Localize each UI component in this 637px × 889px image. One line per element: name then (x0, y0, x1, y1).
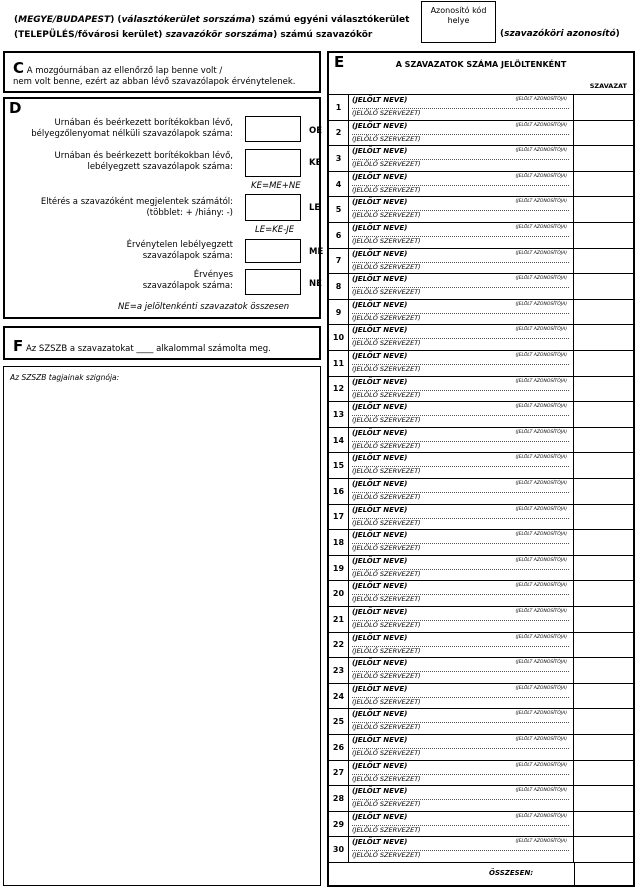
candidate-row (329, 325, 633, 351)
candidate-cell (349, 709, 574, 734)
section-c-line1: A mozgóurnában az ellenőrző lap benne volt / (26, 66, 223, 76)
candidate-id: (JELÖLT AZONOSÍTÓJA) (515, 173, 567, 179)
candidate-row (329, 223, 633, 249)
candidate-org: (JELÖLŐ SZERVEZET) (352, 723, 421, 732)
candidate-id: (JELÖLT AZONOSÍTÓJA) (515, 711, 567, 717)
candidate-name: (JELÖLT NEVE) (352, 403, 408, 412)
candidate-name: (JELÖLT NEVE) (352, 454, 408, 463)
candidate-name: (JELÖLT NEVE) (352, 556, 408, 565)
candidate-org: (JELÖLŐ SZERVEZET) (352, 851, 421, 860)
candidate-id: (JELÖLT AZONOSÍTÓJA) (515, 557, 567, 563)
candidate-row (329, 684, 633, 710)
vote-count-cell[interactable] (574, 684, 633, 709)
candidate-row (329, 812, 633, 838)
candidate-row (329, 95, 633, 121)
candidate-name: (JELÖLT NEVE) (352, 275, 408, 284)
d-me-label: Érvénytelen lebélyegzett szavazólapok száma: (126, 240, 233, 261)
candidate-row (329, 581, 633, 607)
row-number: 8 (329, 274, 349, 299)
candidate-cell (349, 146, 574, 171)
candidate-org: (JELÖLŐ SZERVEZET) (352, 825, 421, 834)
candidate-name: (JELÖLT NEVE) (352, 582, 408, 591)
candidate-org: (JELÖLŐ SZERVEZET) (352, 697, 421, 706)
candidate-cell (349, 658, 574, 683)
d-me-code: ME (309, 247, 324, 257)
candidate-org: (JELÖLŐ SZERVEZET) (352, 672, 421, 681)
vote-count-cell[interactable] (574, 223, 633, 248)
candidate-row (329, 274, 633, 300)
candidate-row (329, 249, 633, 275)
candidate-row (329, 530, 633, 556)
d-ke-formula: KE=ME+NE (251, 181, 301, 191)
header-station-id-text: szavazóköri azonosító (504, 29, 616, 39)
candidate-org: (JELÖLŐ SZERVEZET) (352, 237, 421, 245)
id-code-box (421, 1, 496, 43)
candidate-cell (349, 479, 574, 504)
candidate-org: (JELÖLŐ SZERVEZET) (352, 518, 421, 527)
header-line-1: (MEGYE/BUDAPEST) (választókerület sorszáma) számú egyéni választókerület (14, 15, 410, 25)
d-le-input[interactable] (245, 194, 301, 221)
candidate-row (329, 709, 633, 735)
candidate-org: (JELÖLŐ SZERVEZET) (352, 646, 421, 655)
candidate-name: (JELÖLT NEVE) (352, 787, 408, 796)
candidate-id: (JELÖLT AZONOSÍTÓJA) (515, 327, 567, 333)
candidate-name: (JELÖLT NEVE) (352, 684, 408, 693)
vote-count-cell[interactable] (574, 530, 633, 555)
candidate-row (329, 402, 633, 428)
d-ne-label: Érvényes szavazólapok száma: (142, 270, 233, 291)
vote-count-cell[interactable] (574, 735, 633, 760)
row-number: 3 (329, 146, 349, 171)
candidate-org: (JELÖLŐ SZERVEZET) (352, 365, 421, 373)
d-ne-formula: NE=a jelöltenkénti szavazatok összesen (118, 302, 290, 312)
candidate-name: (JELÖLT NEVE) (352, 326, 408, 335)
vote-count-cell[interactable] (574, 249, 633, 274)
candidate-org: (JELÖLŐ SZERVEZET) (352, 800, 421, 809)
candidate-org: (JELÖLŐ SZERVEZET) (352, 313, 421, 322)
candidate-cell (349, 95, 574, 120)
d-oe-code: OE (309, 126, 323, 136)
candidate-id: (JELÖLT AZONOSÍTÓJA) (515, 404, 567, 410)
vote-count-cell[interactable] (574, 95, 633, 120)
header-station-suffix: számú szavazókör (280, 30, 373, 40)
candidate-name: (JELÖLT NEVE) (352, 736, 408, 744)
candidate-cell (349, 402, 574, 427)
row-number: 11 (329, 351, 349, 376)
row-number: 18 (329, 530, 349, 555)
candidate-id: (JELÖLT AZONOSÍTÓJA) (515, 97, 567, 102)
candidate-cell (349, 607, 574, 632)
candidate-cell (349, 249, 574, 274)
candidate-id: (JELÖLT AZONOSÍTÓJA) (515, 609, 567, 614)
candidate-id: (JELÖLT AZONOSÍTÓJA) (515, 455, 567, 461)
candidate-id: (JELÖLT AZONOSÍTÓJA) (515, 737, 567, 742)
total-row (329, 863, 633, 886)
candidate-id: (JELÖLT AZONOSÍTÓJA) (515, 583, 567, 589)
header-district: választókerület sorszáma (121, 15, 252, 25)
candidate-name: (JELÖLT NEVE) (352, 505, 408, 514)
vote-count-cell[interactable] (574, 709, 633, 734)
vote-count-cell[interactable] (574, 761, 633, 786)
vote-count-cell[interactable] (574, 453, 633, 478)
row-number: 25 (329, 709, 349, 734)
candidate-cell (349, 505, 574, 530)
candidate-cell (349, 325, 574, 350)
row-number: 9 (329, 300, 349, 325)
d-le-formula: LE=KE-JE (255, 225, 295, 235)
candidate-name: (JELÖLT NEVE) (352, 377, 408, 386)
candidate-name: (JELÖLT NEVE) (352, 224, 408, 232)
candidate-cell (349, 172, 574, 197)
d-ne-code: NE (309, 279, 322, 289)
row-number: 12 (329, 377, 349, 402)
d-me-input[interactable] (245, 239, 301, 263)
candidate-cell (349, 377, 574, 402)
candidate-row (329, 453, 633, 479)
row-number: 22 (329, 633, 349, 658)
header-line-2: (TELEPÜLÉS/fővárosi kerület) szavazókör sorszáma) számú szavazókör (14, 30, 373, 40)
header-district-suffix: számú egyéni választókerület (258, 15, 410, 25)
vote-count-cell[interactable] (574, 121, 633, 146)
header-station-id: (szavazóköri azonosító) (500, 29, 620, 39)
candidate-row (329, 837, 633, 863)
candidate-id: (JELÖLT AZONOSÍTÓJA) (515, 660, 567, 666)
candidate-org: (JELÖLŐ SZERVEZET) (352, 390, 421, 399)
candidate-org: (JELÖLŐ SZERVEZET) (352, 621, 421, 629)
candidate-org: (JELÖLŐ SZERVEZET) (352, 569, 421, 578)
section-d (3, 97, 324, 319)
row-number: 26 (329, 735, 349, 760)
candidate-id: (JELÖLT AZONOSÍTÓJA) (515, 506, 567, 512)
candidate-name: (JELÖLT NEVE) (352, 121, 408, 130)
candidate-row (329, 479, 633, 505)
candidate-cell (349, 556, 574, 581)
row-number: 7 (329, 249, 349, 274)
candidate-org: (JELÖLŐ SZERVEZET) (352, 339, 421, 348)
candidate-id: (JELÖLT AZONOSÍTÓJA) (515, 250, 567, 256)
section-f-letter: F (13, 337, 24, 355)
candidate-id: (JELÖLT AZONOSÍTÓJA) (515, 301, 567, 307)
d-le-label: Eltérés a szavazóként megjelentek számától: (többlet: + /hiány: -) (40, 197, 233, 218)
candidate-id: (JELÖLT AZONOSÍTÓJA) (515, 353, 567, 358)
candidate-cell (349, 581, 574, 606)
candidate-org: (JELÖLŐ SZERVEZET) (352, 109, 421, 117)
d-oe-label: Urnában és beérkezett borítékokban lévő, bélyegzőlenyomat nélküli szavazólapok száma: (31, 118, 233, 139)
candidate-org: (JELÖLŐ SZERVEZET) (352, 185, 421, 194)
row-number: 17 (329, 505, 349, 530)
candidate-row (329, 377, 633, 403)
section-c-text (13, 59, 318, 88)
candidate-row (329, 786, 633, 812)
candidate-name: (JELÖLT NEVE) (352, 659, 408, 668)
section-c (3, 51, 321, 93)
row-number: 28 (329, 786, 349, 811)
candidate-org: (JELÖLŐ SZERVEZET) (352, 211, 421, 220)
candidate-cell (349, 274, 574, 299)
d-ke-code: KE (309, 158, 322, 168)
row-number: 20 (329, 581, 349, 606)
candidate-org: (JELÖLŐ SZERVEZET) (352, 441, 421, 450)
candidate-cell (349, 197, 574, 222)
candidate-id: (JELÖLT AZONOSÍTÓJA) (515, 148, 567, 154)
header-county: MEGYE/BUDAPEST (18, 15, 111, 25)
section-f (3, 326, 321, 360)
row-number: 14 (329, 428, 349, 453)
candidate-row (329, 556, 633, 582)
candidate-id: (JELÖLT AZONOSÍTÓJA) (515, 378, 567, 384)
d-oe-input[interactable] (245, 116, 301, 142)
row-number: 23 (329, 658, 349, 683)
candidate-row (329, 761, 633, 787)
candidate-name: (JELÖLT NEVE) (352, 300, 408, 309)
header-station: szavazókör sorszáma (165, 30, 274, 40)
vote-count-cell[interactable] (574, 556, 633, 581)
vote-count-cell[interactable] (574, 786, 633, 811)
candidate-name: (JELÖLT NEVE) (352, 96, 408, 104)
header-settlement: TELEPÜLÉS/fővárosi kerület (18, 30, 159, 40)
candidate-name: (JELÖLT NEVE) (352, 608, 408, 616)
candidate-row (329, 607, 633, 633)
candidate-row (329, 197, 633, 223)
candidate-name: (JELÖLT NEVE) (352, 249, 408, 258)
vote-count-cell[interactable] (574, 812, 633, 837)
candidate-id: (JELÖLT AZONOSÍTÓJA) (515, 225, 567, 230)
d-le-code: LE (309, 203, 321, 213)
row-number: 30 (329, 837, 349, 862)
signature-area[interactable] (3, 366, 321, 886)
candidate-row (329, 146, 633, 172)
votes-column-header: SZAVAZAT (589, 82, 627, 90)
candidate-id: (JELÖLT AZONOSÍTÓJA) (515, 199, 567, 205)
row-number: 24 (329, 684, 349, 709)
candidate-id: (JELÖLT AZONOSÍTÓJA) (515, 276, 567, 282)
d-ke-label: Urnában és beérkezett borítékokban lévő, lebélyegzett szavazólapok száma: (54, 151, 233, 172)
d-ke-input[interactable] (245, 149, 301, 177)
section-e-letter: E (334, 53, 345, 71)
candidate-name: (JELÖLT NEVE) (352, 710, 408, 719)
vote-count-cell[interactable] (574, 274, 633, 299)
vote-count-cell[interactable] (574, 479, 633, 504)
candidate-cell (349, 735, 574, 760)
candidate-id: (JELÖLT AZONOSÍTÓJA) (515, 788, 567, 794)
row-number: 19 (329, 556, 349, 581)
candidate-org: (JELÖLŐ SZERVEZET) (352, 749, 421, 757)
candidate-cell (349, 223, 574, 248)
candidate-org: (JELÖLŐ SZERVEZET) (352, 134, 421, 143)
candidate-name: (JELÖLT NEVE) (352, 352, 408, 360)
section-c-line2: nem volt benne, ezért az abban lévő szavazólapok érvénytelenek. (13, 77, 296, 87)
candidate-org: (JELÖLŐ SZERVEZET) (352, 416, 421, 425)
candidate-cell (349, 453, 574, 478)
candidate-cell (349, 761, 574, 786)
candidate-name: (JELÖLT NEVE) (352, 838, 408, 847)
section-e-title: A SZAVAZATOK SZÁMA JELÖLTENKÉNT (395, 60, 567, 69)
candidate-cell (349, 786, 574, 811)
candidate-cell (349, 428, 574, 453)
candidate-org: (JELÖLŐ SZERVEZET) (352, 467, 421, 476)
candidate-id: (JELÖLT AZONOSÍTÓJA) (515, 762, 567, 768)
candidate-id: (JELÖLT AZONOSÍTÓJA) (515, 685, 567, 691)
row-number: 1 (329, 95, 349, 120)
vote-count-cell[interactable] (574, 607, 633, 632)
candidate-cell (349, 300, 574, 325)
candidate-name: (JELÖLT NEVE) (352, 198, 408, 207)
candidate-cell (349, 684, 574, 709)
candidate-cell (349, 530, 574, 555)
vote-count-cell[interactable] (574, 428, 633, 453)
vote-count-cell[interactable] (574, 146, 633, 171)
candidate-row (329, 351, 633, 377)
candidate-name: (JELÖLT NEVE) (352, 428, 408, 437)
candidate-name: (JELÖLT NEVE) (352, 633, 408, 642)
section-e (327, 51, 635, 887)
candidate-id: (JELÖLT AZONOSÍTÓJA) (515, 122, 567, 128)
candidate-cell (349, 812, 574, 837)
candidate-row (329, 121, 633, 147)
candidate-cell (349, 837, 574, 862)
row-number: 2 (329, 121, 349, 146)
candidate-org: (JELÖLŐ SZERVEZET) (352, 774, 421, 783)
candidate-org: (JELÖLŐ SZERVEZET) (352, 493, 421, 501)
vote-count-cell[interactable] (574, 837, 633, 862)
d-ne-input[interactable] (245, 269, 301, 295)
vote-count-cell[interactable] (574, 402, 633, 427)
section-f-text (13, 337, 271, 355)
row-number: 13 (329, 402, 349, 427)
vote-count-cell[interactable] (574, 197, 633, 222)
row-number: 6 (329, 223, 349, 248)
candidate-row (329, 658, 633, 684)
vote-count-cell[interactable] (574, 505, 633, 530)
candidate-cell (349, 351, 574, 376)
vote-count-cell[interactable] (574, 325, 633, 350)
candidate-row (329, 633, 633, 659)
candidate-id: (JELÖLT AZONOSÍTÓJA) (515, 839, 567, 845)
candidate-org: (JELÖLŐ SZERVEZET) (352, 160, 421, 169)
candidate-org: (JELÖLŐ SZERVEZET) (352, 544, 421, 553)
candidate-id: (JELÖLT AZONOSÍTÓJA) (515, 634, 567, 640)
candidate-org: (JELÖLŐ SZERVEZET) (352, 595, 421, 604)
vote-count-cell[interactable] (574, 377, 633, 402)
candidate-cell (349, 633, 574, 658)
vote-count-cell[interactable] (574, 351, 633, 376)
candidate-row (329, 505, 633, 531)
row-number: 4 (329, 172, 349, 197)
row-number: 15 (329, 453, 349, 478)
candidate-row (329, 300, 633, 326)
candidate-id: (JELÖLT AZONOSÍTÓJA) (515, 481, 567, 486)
row-number: 29 (329, 812, 349, 837)
candidate-name: (JELÖLT NEVE) (352, 480, 408, 488)
vote-count-cell[interactable] (574, 658, 633, 683)
candidate-id: (JELÖLT AZONOSÍTÓJA) (515, 532, 567, 538)
vote-count-cell[interactable] (574, 633, 633, 658)
candidate-name: (JELÖLT NEVE) (352, 531, 408, 540)
id-code-label: Azonosító kód helye (430, 6, 487, 25)
row-number: 16 (329, 479, 349, 504)
vote-count-cell[interactable] (574, 300, 633, 325)
total-count-cell[interactable] (574, 863, 633, 886)
candidate-row (329, 428, 633, 454)
section-f-sentence: Az SZSZB a szavazatokat ____ alkalommal számolta meg. (25, 344, 271, 354)
candidate-org: (JELÖLŐ SZERVEZET) (352, 288, 421, 297)
row-number: 27 (329, 761, 349, 786)
candidate-name: (JELÖLT NEVE) (352, 172, 408, 181)
candidate-row (329, 735, 633, 761)
candidate-name: (JELÖLT NEVE) (352, 147, 408, 156)
candidate-cell (349, 121, 574, 146)
total-label: ÖSSZESEN: (489, 869, 534, 877)
candidate-name: (JELÖLT NEVE) (352, 761, 408, 770)
section-c-letter: C (13, 59, 25, 77)
candidate-id: (JELÖLT AZONOSÍTÓJA) (515, 813, 567, 819)
section-d-letter: D (9, 99, 22, 117)
vote-count-cell[interactable] (574, 581, 633, 606)
vote-count-cell[interactable] (574, 172, 633, 197)
row-number: 5 (329, 197, 349, 222)
candidate-name: (JELÖLT NEVE) (352, 812, 408, 821)
candidate-id: (JELÖLT AZONOSÍTÓJA) (515, 429, 567, 435)
candidate-row (329, 172, 633, 198)
signature-label: Az SZSZB tagjainak szignója: (10, 373, 120, 382)
candidate-org: (JELÖLŐ SZERVEZET) (352, 262, 421, 271)
row-number: 10 (329, 325, 349, 350)
row-number: 21 (329, 607, 349, 632)
